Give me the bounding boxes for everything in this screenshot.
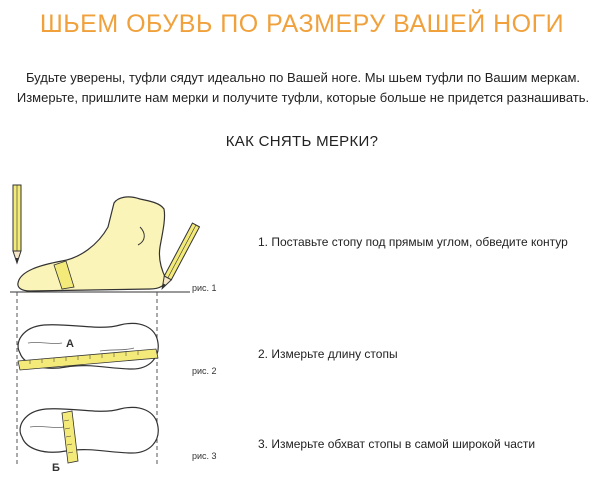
figure-3-width: [20, 407, 158, 463]
figure-3-caption: рис. 3: [192, 451, 217, 461]
footprint-icon-bottom: [20, 407, 158, 453]
foot-side-icon: [18, 197, 166, 291]
figure-2-length: [18, 323, 158, 370]
measurement-illustration: [0, 175, 250, 475]
figure-1-side-view: [10, 185, 199, 292]
label-a: А: [66, 338, 74, 350]
page-title: ШЬЕМ ОБУВЬ ПО РАЗМЕРУ ВАШЕЙ НОГИ: [39, 10, 565, 38]
step-2-text: 2. Измерьте длину стопы: [258, 347, 398, 361]
label-b: Б: [52, 462, 60, 474]
pencil-icon-left: [13, 185, 21, 263]
pencil-icon-right: [159, 223, 200, 290]
intro-line-1: Будьте уверены, туфли сядут идеально по Вашей ноге. Мы шьем туфли по Вашим меркам.: [25, 70, 581, 85]
step-3-text: 3. Измерьте обхват стопы в самой широкой части: [258, 437, 536, 451]
how-to-measure-heading: КАК СНЯТЬ МЕРКИ?: [225, 133, 379, 150]
intro-line-2: Измерьте, пришлите нам мерки и получите туфли, которые больше не придется разнашивать.: [16, 90, 590, 105]
intro-text: [8, 68, 598, 108]
figure-1-caption: рис. 1: [192, 283, 217, 293]
step-1-text: 1. Поставьте стопу под прямым углом, обведите контур: [258, 235, 568, 249]
figure-2-caption: рис. 2: [192, 366, 217, 376]
